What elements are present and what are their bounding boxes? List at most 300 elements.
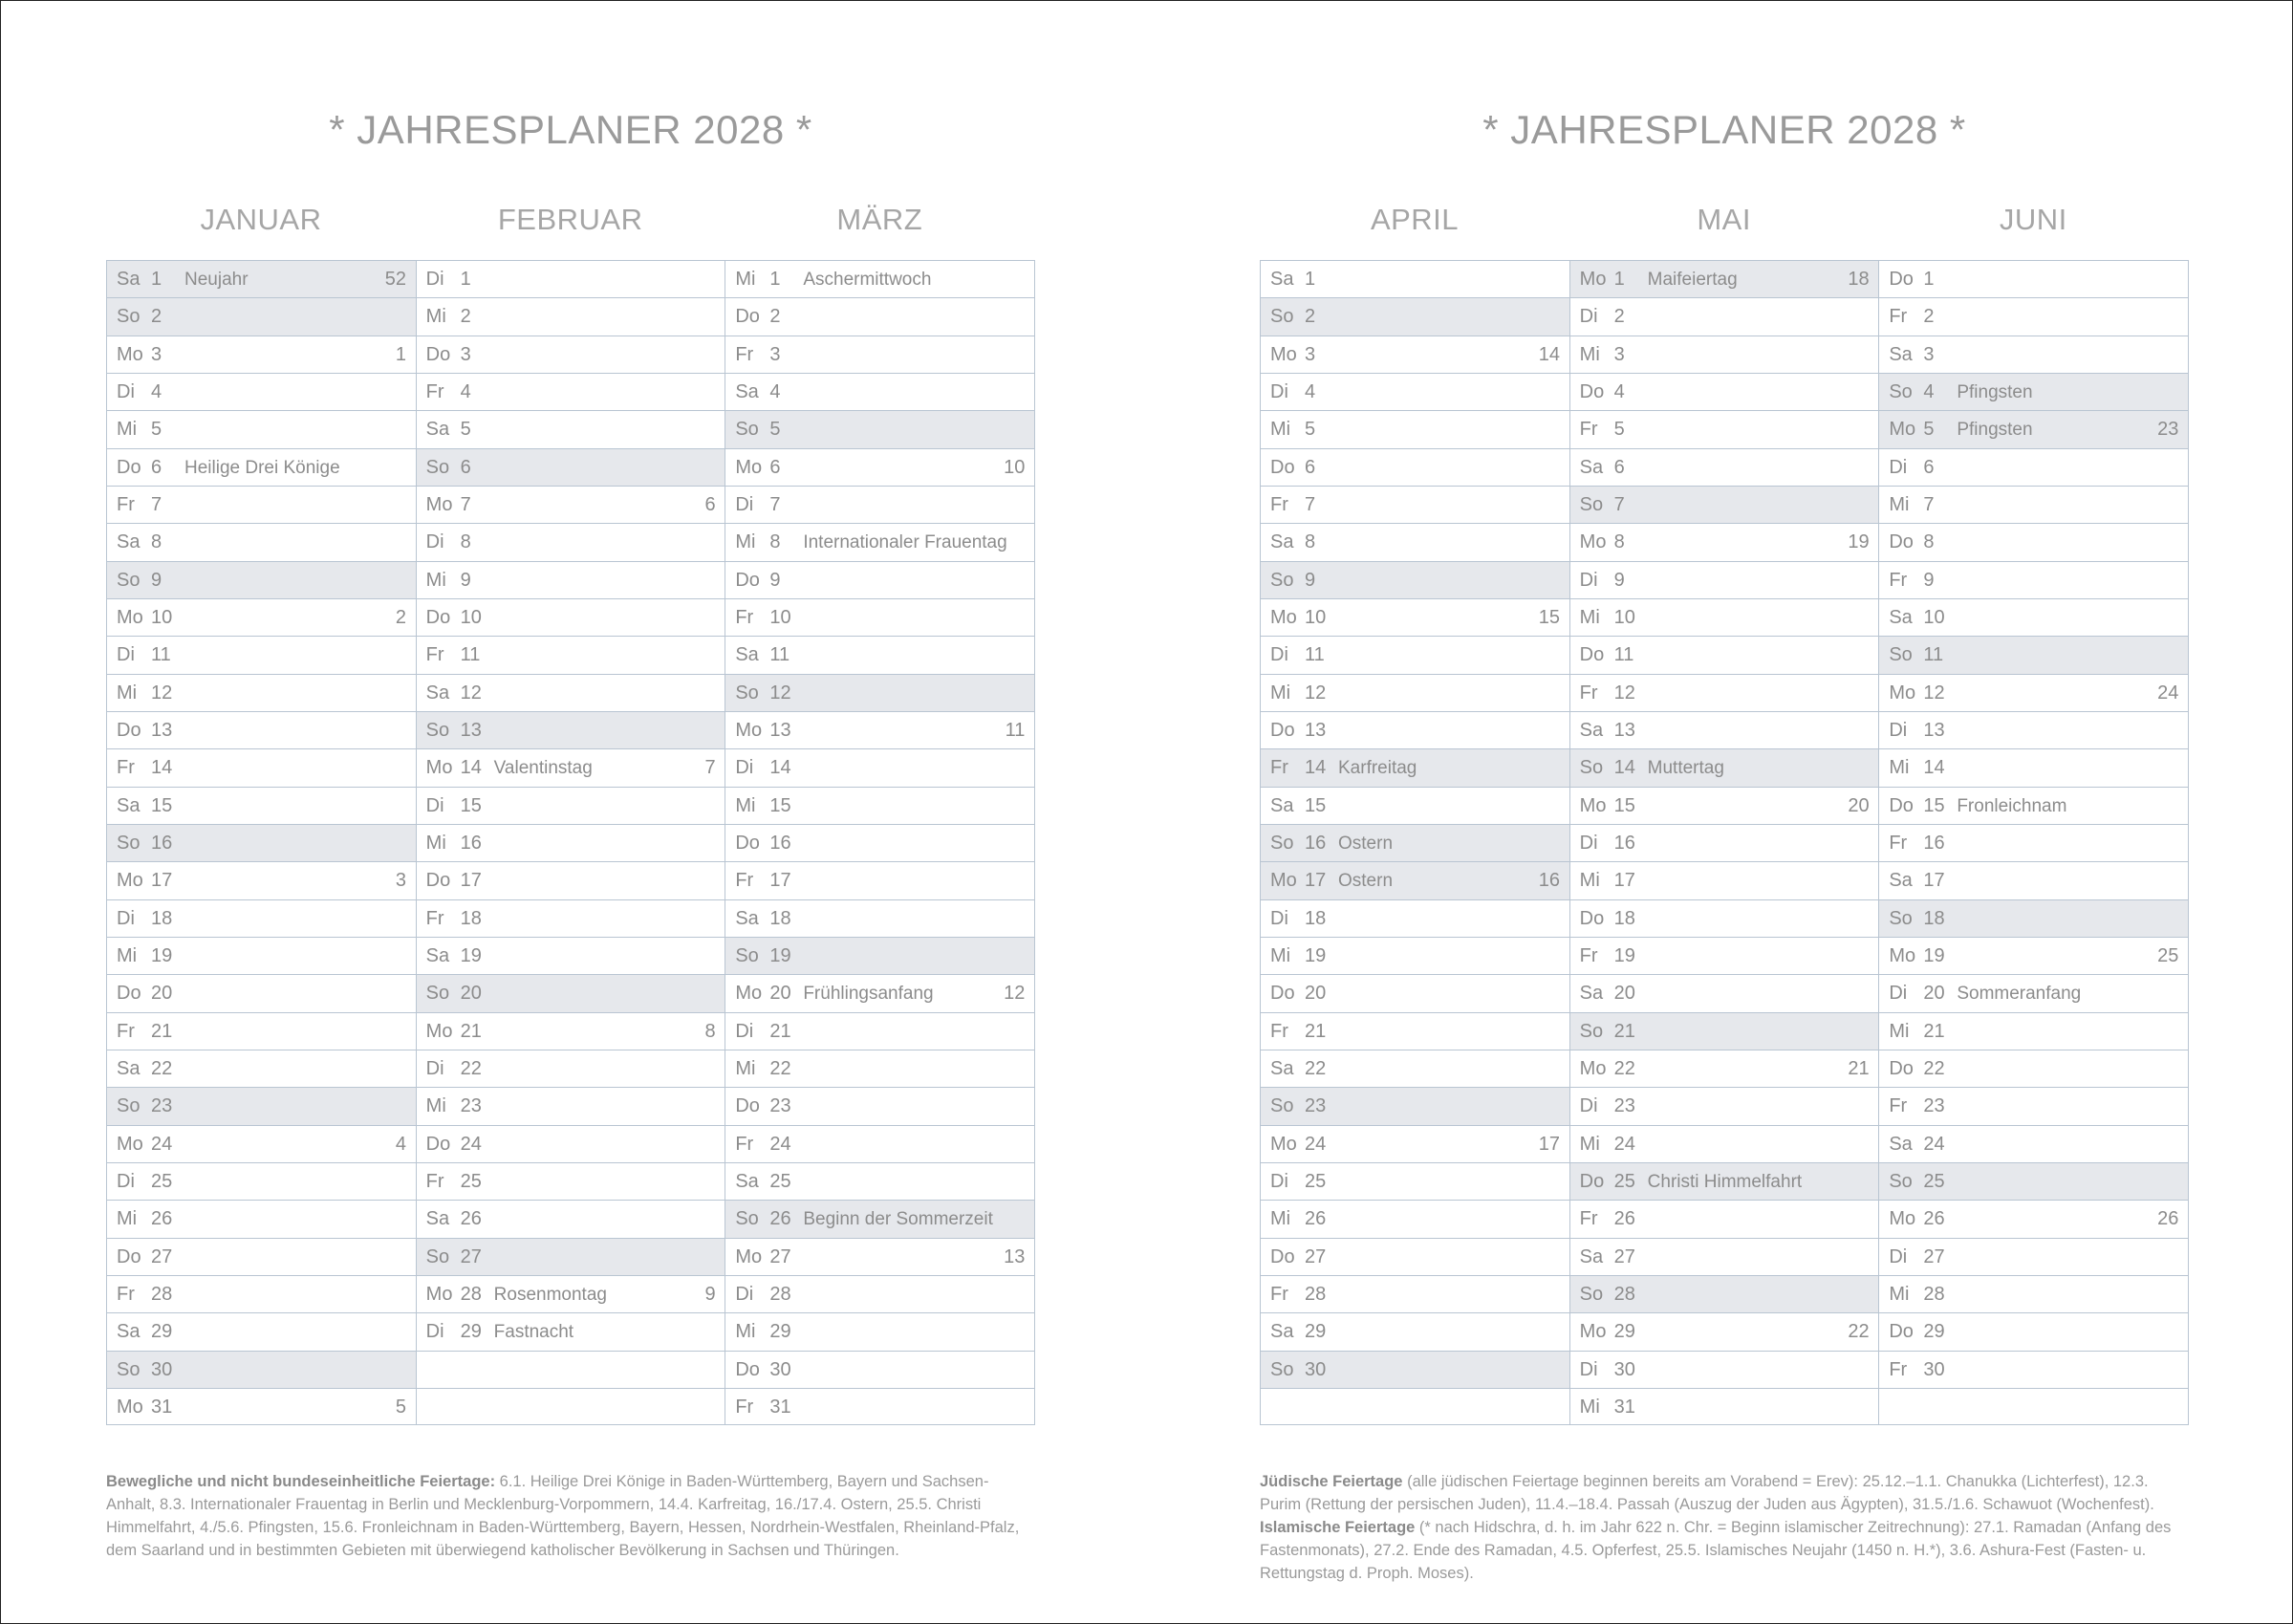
day-row	[107, 636, 416, 673]
weekday: Mi	[425, 832, 446, 854]
day-row	[417, 937, 725, 974]
day-row	[1879, 1125, 2188, 1162]
day-number: 25	[1923, 1170, 1945, 1192]
day-row	[1879, 410, 2188, 447]
weekday: Mi	[735, 1057, 756, 1079]
day-row	[725, 448, 1034, 486]
weekday: Mo	[1270, 343, 1297, 365]
footnote-heading: Bewegliche und nicht bundeseinheitliche Feiertage:	[106, 1473, 496, 1490]
weekday: Di	[1889, 719, 1908, 741]
day-row	[107, 899, 416, 937]
day-row	[107, 1275, 416, 1312]
day-number: 29	[460, 1321, 482, 1343]
weekday: Mi	[735, 794, 756, 816]
month-column	[1260, 260, 1569, 1425]
day-number: 1	[1923, 269, 1935, 290]
day-row	[1570, 937, 1879, 974]
weekday: Mo	[1889, 419, 1916, 441]
day-number: 8	[151, 531, 162, 553]
day-number: 10	[151, 606, 173, 628]
day-row	[417, 974, 725, 1011]
weekday: Di	[735, 1283, 754, 1305]
weekday: Sa	[735, 1170, 759, 1192]
day-number: 2	[1613, 306, 1625, 328]
day-row	[417, 598, 725, 636]
weekday: Di	[1579, 1095, 1598, 1117]
day-row	[725, 598, 1034, 636]
day-number: 28	[1923, 1283, 1945, 1305]
week-number: 11	[1005, 719, 1026, 741]
day-row	[1879, 1087, 2188, 1124]
day-number: 15	[769, 794, 791, 816]
weekday: Fr	[1270, 493, 1288, 515]
day-row	[417, 748, 725, 786]
day-row	[725, 486, 1034, 523]
day-row	[107, 523, 416, 560]
weekday: Fr	[1889, 1358, 1908, 1380]
weekday: Mi	[117, 682, 138, 704]
day-row	[725, 1050, 1034, 1087]
day-number: 24	[1305, 1133, 1327, 1155]
weekday: Mi	[1270, 1208, 1291, 1230]
weekday: Sa	[425, 682, 450, 704]
day-number: 21	[1613, 1020, 1635, 1042]
day-number: 31	[1613, 1396, 1635, 1418]
day-row	[1879, 448, 2188, 486]
day-row	[1879, 974, 2188, 1011]
day-row	[107, 748, 416, 786]
day-row	[1261, 1050, 1569, 1087]
day-row	[1261, 410, 1569, 447]
weekday: Fr	[1579, 1208, 1598, 1230]
weekday: So	[1270, 832, 1294, 854]
weekday: Do	[425, 870, 451, 892]
weekday: So	[117, 832, 141, 854]
day-number: 4	[769, 380, 781, 402]
day-number: 25	[1305, 1170, 1327, 1192]
weekday: Sa	[425, 419, 450, 441]
day-row	[725, 1012, 1034, 1050]
weekday: Mo	[1889, 1208, 1916, 1230]
day-row	[1879, 523, 2188, 560]
day-number: 9	[460, 569, 471, 591]
weekday: Di	[735, 757, 754, 779]
day-row	[1879, 1275, 2188, 1312]
day-row	[1570, 748, 1879, 786]
day-row	[1879, 824, 2188, 861]
day-row	[725, 899, 1034, 937]
day-row	[725, 748, 1034, 786]
weekday: Mo	[1579, 531, 1607, 553]
day-number: 1	[769, 269, 781, 290]
weekday: Di	[1270, 380, 1288, 402]
weekday: Sa	[117, 531, 141, 553]
day-number: 15	[1305, 794, 1327, 816]
day-row	[1261, 711, 1569, 748]
day-number: 4	[151, 380, 162, 402]
day-number: 10	[769, 606, 791, 628]
day-row	[1570, 1351, 1879, 1388]
day-row	[417, 787, 725, 824]
day-number: 1	[1305, 269, 1316, 290]
weekday: Fr	[1889, 832, 1908, 854]
day-row	[107, 1012, 416, 1050]
day-number: 11	[1923, 644, 1944, 666]
week-number: 25	[2157, 944, 2179, 966]
weekday: Do	[735, 569, 760, 591]
day-row	[1879, 636, 2188, 673]
day-number: 12	[1923, 682, 1945, 704]
weekday: Mo	[735, 983, 763, 1005]
day-number: 30	[769, 1358, 791, 1380]
week-number: 23	[2157, 419, 2179, 441]
weekday: So	[425, 1245, 450, 1267]
day-number: 27	[1305, 1245, 1327, 1267]
day-number: 21	[460, 1020, 482, 1042]
day-number: 27	[1613, 1245, 1635, 1267]
day-row	[725, 1162, 1034, 1200]
day-row	[417, 523, 725, 560]
day-number: 29	[1305, 1321, 1327, 1343]
month-column	[106, 260, 416, 1425]
weekday: Fr	[425, 1170, 444, 1192]
weekday: Mo	[117, 870, 143, 892]
day-row	[1570, 336, 1879, 373]
day-number: 27	[151, 1245, 173, 1267]
day-number: 20	[460, 983, 482, 1005]
day-number: 18	[151, 907, 173, 929]
day-number: 16	[460, 832, 482, 854]
week-number: 21	[1848, 1057, 1870, 1079]
weekday: So	[1270, 569, 1294, 591]
day-number: 1	[1613, 269, 1625, 290]
day-number: 3	[1613, 343, 1625, 365]
day-number: 14	[1613, 757, 1635, 779]
day-number: 14	[460, 757, 482, 779]
day-row	[725, 1238, 1034, 1275]
day-number: 5	[1923, 419, 1935, 441]
day-number: 31	[769, 1396, 791, 1418]
day-number: 11	[1613, 644, 1634, 666]
day-number: 9	[151, 569, 162, 591]
day-number: 26	[1613, 1208, 1635, 1230]
month-name: FEBRUAR	[497, 203, 643, 236]
weekday: Mi	[1579, 343, 1600, 365]
weekday: So	[735, 419, 759, 441]
day-number: 8	[1305, 531, 1316, 553]
weekday: Sa	[1270, 269, 1294, 290]
day-row	[1879, 598, 2188, 636]
weekday: Sa	[117, 1057, 141, 1079]
day-row	[1261, 974, 1569, 1011]
day-number: 6	[1613, 456, 1625, 478]
week-number: 4	[395, 1133, 406, 1155]
day-row	[107, 1312, 416, 1350]
day-number: 30	[1613, 1358, 1635, 1380]
weekday: Di	[117, 1170, 135, 1192]
weekday: Sa	[1889, 606, 1913, 628]
weekday: Do	[425, 606, 451, 628]
day-number: 7	[769, 493, 781, 515]
weekday: So	[117, 1095, 141, 1117]
day-row	[1879, 1312, 2188, 1350]
day-row	[1261, 1200, 1569, 1237]
day-number: 29	[151, 1321, 173, 1343]
day-row	[1261, 861, 1569, 899]
day-row	[107, 937, 416, 974]
weekday: Fr	[1270, 757, 1288, 779]
day-number: 4	[1305, 380, 1316, 402]
weekday: Sa	[1579, 983, 1604, 1005]
event-label: Internationaler Frauentag	[803, 532, 1007, 553]
month-column	[416, 260, 725, 1425]
day-number: 12	[1305, 682, 1327, 704]
day-number: 18	[1923, 907, 1945, 929]
weekday: Mi	[1889, 493, 1910, 515]
day-number: 4	[460, 380, 471, 402]
week-number: 17	[1538, 1133, 1560, 1155]
weekday: Mo	[425, 757, 453, 779]
weekday: Fr	[1579, 419, 1598, 441]
day-number: 6	[151, 456, 162, 478]
day-row	[1261, 1012, 1569, 1050]
weekday: Mo	[117, 1133, 143, 1155]
week-number: 15	[1538, 606, 1560, 628]
day-number: 7	[460, 493, 471, 515]
weekday: So	[117, 569, 141, 591]
weekday: Mi	[1579, 1133, 1600, 1155]
weekday: Fr	[735, 1133, 754, 1155]
day-row	[417, 336, 725, 373]
weekday: So	[1270, 1358, 1294, 1380]
day-number: 14	[769, 757, 791, 779]
day-number: 14	[1305, 757, 1327, 779]
day-row	[107, 1162, 416, 1200]
footnote-text: (* nach Hidschra, d. h. im Jahr 622 n. Chr. = Beginn islamischer Zeitrechnung): 27.1. Ramadan (Anfang des Fastenmonats), 27.2. Ende des Ramadan, 4.5. Opferfest, 25.5. Islamisches Neujahr (1450 n. H.*), 3.6. Ashura-Fest (Fasten- u. Rettungstag d. Proph. Moses).	[1260, 1519, 2172, 1582]
weekday: Fr	[1579, 944, 1598, 966]
weekday: Fr	[1579, 682, 1598, 704]
weekday: Do	[1270, 456, 1295, 478]
event-label: Pfingsten	[1957, 381, 2033, 402]
weekday: So	[1579, 1020, 1604, 1042]
weekday: Do	[735, 1358, 760, 1380]
day-number: 21	[769, 1020, 791, 1042]
weekday: Do	[1579, 380, 1605, 402]
day-number: 28	[1305, 1283, 1327, 1305]
week-number: 24	[2157, 682, 2179, 704]
day-row	[1879, 1012, 2188, 1050]
day-row	[725, 674, 1034, 711]
day-row	[1570, 1087, 1879, 1124]
weekday: Fr	[117, 1283, 135, 1305]
day-row	[1261, 373, 1569, 410]
weekday: Do	[425, 1133, 451, 1155]
weekday: Di	[1579, 832, 1598, 854]
day-number: 29	[1613, 1321, 1635, 1343]
weekday: So	[425, 983, 450, 1005]
day-row	[1261, 561, 1569, 598]
day-row	[725, 824, 1034, 861]
weekday: Fr	[425, 907, 444, 929]
footnote-paragraph	[106, 1470, 1035, 1562]
event-label: Fronleichnam	[1957, 795, 2067, 816]
day-row	[1261, 1162, 1569, 1200]
day-number: 18	[1613, 907, 1635, 929]
day-number: 9	[769, 569, 781, 591]
weekday: Do	[1889, 794, 1914, 816]
weekday: Fr	[1270, 1283, 1288, 1305]
day-number: 26	[151, 1208, 173, 1230]
day-number: 16	[1923, 832, 1945, 854]
weekday: Do	[117, 1245, 141, 1267]
weekday: Mi	[735, 531, 756, 553]
weekday: Sa	[1270, 1057, 1294, 1079]
day-row	[107, 448, 416, 486]
event-label: Aschermittwoch	[803, 270, 932, 290]
day-row	[1570, 1125, 1879, 1162]
weekday: Di	[117, 380, 135, 402]
weekday: Di	[425, 531, 444, 553]
day-row	[1261, 1125, 1569, 1162]
day-number: 20	[1923, 983, 1945, 1005]
day-number: 30	[151, 1358, 173, 1380]
day-row	[1261, 1275, 1569, 1312]
day-number: 5	[460, 419, 471, 441]
weekday: So	[1889, 1170, 1913, 1192]
day-row	[417, 1238, 725, 1275]
day-number: 10	[1923, 606, 1945, 628]
week-number: 10	[1004, 456, 1026, 478]
day-number: 10	[1613, 606, 1635, 628]
day-number: 2	[1305, 306, 1316, 328]
day-number: 26	[1923, 1208, 1945, 1230]
day-number: 18	[769, 907, 791, 929]
day-number: 3	[769, 343, 781, 365]
day-number: 17	[1613, 870, 1635, 892]
day-number: 24	[769, 1133, 791, 1155]
day-number: 25	[769, 1170, 791, 1192]
planner-page-left	[106, 0, 1035, 1624]
weekday: Di	[1579, 1358, 1598, 1380]
day-row	[107, 974, 416, 1011]
day-row	[725, 937, 1034, 974]
event-label: Rosenmontag	[493, 1284, 607, 1305]
weekday: Do	[1889, 531, 1914, 553]
weekday: So	[1579, 1283, 1604, 1305]
weekday: Do	[735, 1095, 760, 1117]
event-label: Heilige Drei Könige	[184, 457, 340, 478]
weekday: Mi	[1579, 870, 1600, 892]
day-number: 24	[1923, 1133, 1945, 1155]
weekday: Mo	[117, 1396, 143, 1418]
day-row	[417, 486, 725, 523]
day-row	[1570, 1200, 1879, 1237]
day-row	[1261, 523, 1569, 560]
day-number: 22	[1613, 1057, 1635, 1079]
weekday: Fr	[735, 343, 754, 365]
weekday: Fr	[735, 1396, 754, 1418]
event-label: Ostern	[1338, 833, 1394, 854]
weekday: Do	[1579, 644, 1605, 666]
weekday: So	[735, 944, 759, 966]
day-row	[107, 260, 416, 297]
day-number: 2	[460, 306, 471, 328]
day-row	[107, 1388, 416, 1425]
weekday: Sa	[735, 380, 759, 402]
month-column	[1878, 260, 2189, 1425]
day-row	[417, 899, 725, 937]
day-number: 26	[460, 1208, 482, 1230]
weekday: Fr	[1889, 1095, 1908, 1117]
day-number: 22	[151, 1057, 173, 1079]
day-row	[417, 861, 725, 899]
footnote-paragraph	[1260, 1516, 2189, 1585]
weekday: Sa	[1889, 1133, 1913, 1155]
day-row	[107, 861, 416, 899]
day-row	[1261, 748, 1569, 786]
day-number: 7	[151, 493, 162, 515]
day-number: 13	[460, 719, 482, 741]
weekday: Sa	[117, 794, 141, 816]
day-number: 23	[1305, 1095, 1327, 1117]
day-number: 11	[460, 644, 481, 666]
day-number: 22	[769, 1057, 791, 1079]
day-number: 23	[151, 1095, 173, 1117]
day-row	[1570, 1050, 1879, 1087]
week-number: 20	[1848, 794, 1870, 816]
day-row	[1261, 1087, 1569, 1124]
day-row	[1879, 1200, 2188, 1237]
weekday: Di	[425, 1321, 444, 1343]
month-column	[1569, 260, 1879, 1425]
weekday: So	[1270, 1095, 1294, 1117]
weekday: Di	[735, 1020, 754, 1042]
day-number: 1	[151, 269, 162, 290]
day-row	[725, 1388, 1034, 1425]
day-number: 22	[1923, 1057, 1945, 1079]
day-number: 5	[1613, 419, 1625, 441]
day-number: 15	[460, 794, 482, 816]
week-number: 52	[384, 269, 406, 290]
footnote-text: (alle jüdischen Feiertage beginnen bereits am Vorabend = Erev): 25.12.–1.1. Chanukka (Lichterfest), 12.3. Purim (Rettung der persischen Juden), 11.4.–18.4. Passah (Auszug der Juden aus Ägypten), 31.5./1.6. Schawuot (Wochenfest).	[1260, 1473, 2154, 1513]
weekday: Fr	[1889, 306, 1908, 328]
day-row	[725, 336, 1034, 373]
weekday: Mi	[425, 1095, 446, 1117]
weekday: Do	[1579, 1170, 1605, 1192]
event-label: Fastnacht	[493, 1322, 574, 1343]
day-row	[725, 1351, 1034, 1388]
day-number: 4	[1613, 380, 1625, 402]
weekday: So	[1889, 380, 1913, 402]
weekday: Fr	[1889, 569, 1908, 591]
weekday: Mi	[735, 269, 756, 290]
day-number: 17	[1923, 870, 1945, 892]
month-name: APRIL	[1370, 203, 1460, 236]
day-number: 14	[151, 757, 173, 779]
weekday: So	[1270, 306, 1294, 328]
footnote-paragraph	[1260, 1470, 2189, 1516]
week-number: 13	[1004, 1245, 1026, 1267]
footnote-heading: Islamische Feiertage	[1260, 1519, 1416, 1536]
day-number: 28	[769, 1283, 791, 1305]
day-row	[1570, 1388, 1879, 1425]
weekday: Mi	[117, 944, 138, 966]
day-number: 27	[769, 1245, 791, 1267]
holiday-footnote	[1260, 1470, 2189, 1585]
weekday: Sa	[735, 644, 759, 666]
weekday: Mi	[1579, 1396, 1600, 1418]
week-number: 14	[1538, 343, 1560, 365]
